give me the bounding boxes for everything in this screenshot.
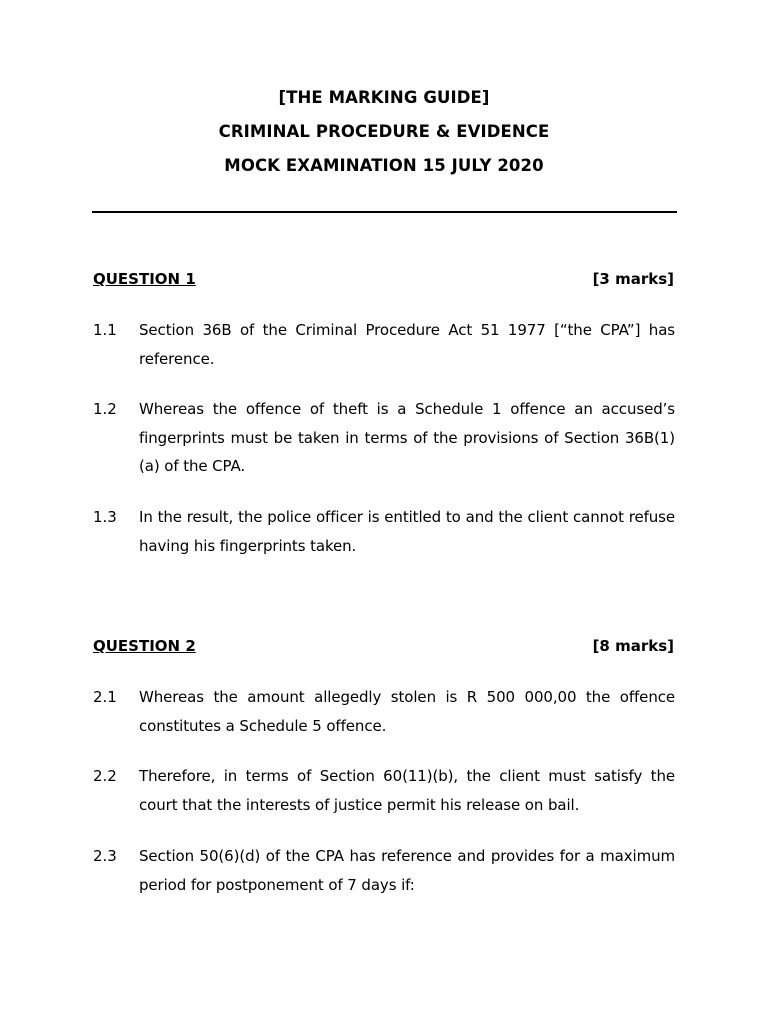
exam-title: MOCK EXAMINATION 15 JULY 2020	[224, 156, 544, 175]
item-text: Therefore, in terms of Section 60(11)(b), the client must satisfy the court that the interests of justice permit his release on bail.	[139, 767, 675, 814]
item-number: 2.2	[93, 767, 117, 785]
item-text: In the result, the police officer is entitled to and the client cannot refuse having his fingerprints taken.	[139, 508, 675, 555]
item-text: Whereas the amount allegedly stolen is R 500 000,00 the offence constitutes a Schedule 5 offence.	[139, 688, 675, 735]
answer-item	[93, 842, 675, 899]
item-text: Whereas the offence of theft is a Schedule 1 offence an accused’s fingerprints must be taken in terms of the provisions of Section 36B(1)(a) of the CPA.	[139, 400, 675, 475]
item-number: 1.3	[93, 508, 117, 526]
item-number: 2.1	[93, 688, 117, 706]
item-number: 1.1	[93, 321, 117, 339]
item-number: 2.3	[93, 847, 117, 865]
question-marks: [8 marks]	[592, 637, 674, 655]
question-2-heading	[93, 637, 674, 655]
item-number: 1.2	[93, 400, 117, 418]
question-marks: [3 marks]	[592, 270, 674, 288]
course-title: CRIMINAL PROCEDURE & EVIDENCE	[218, 122, 550, 141]
document-title: [THE MARKING GUIDE]	[278, 88, 490, 107]
answer-item	[93, 683, 675, 740]
question-title: QUESTION 2	[93, 637, 196, 655]
item-text: Section 36B of the Criminal Procedure Act 51 1977 [“the CPA”] has reference.	[139, 321, 675, 368]
answer-item	[93, 762, 675, 819]
question-title: QUESTION 1	[93, 270, 196, 288]
answer-item	[93, 316, 675, 373]
item-text: Section 50(6)(d) of the CPA has reference and provides for a maximum period for postponement of 7 days if:	[139, 847, 675, 894]
header-divider	[92, 211, 677, 213]
question-1-heading	[93, 270, 674, 288]
answer-item	[93, 395, 675, 481]
answer-item	[93, 503, 675, 560]
